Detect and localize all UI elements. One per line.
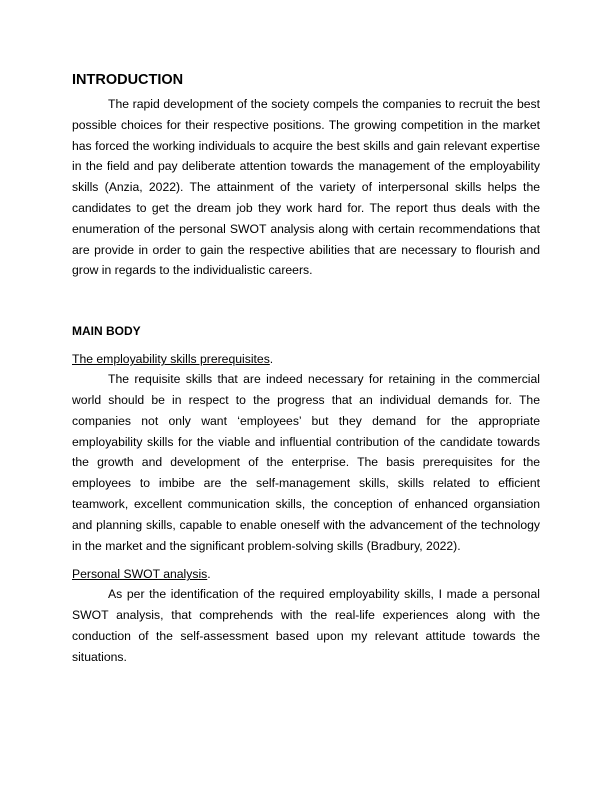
section-employability-skills-paragraph: The requisite skills that are indeed necessary for retaining in the commercial world should be in respect to the progress that an individual demands for. The companies not only want ‘employees’ but they demand for the appropriate employability skills for the viable and influential contribution of the candidate towards the growth and development of the enterprise. The basis prerequisites for the employees to imbibe are the self-management skills, skills related to efficient teamwork, excellent communication skills, the conception of enhanced organsiation and planning skills, capable to enable oneself with the advancement of the technology in the market and the significant problem-solving skills (Bradbury, 2022). [72, 372, 540, 553]
section-swot-title-suffix: . [207, 567, 211, 582]
section-employability-skills-title-text: The employability skills prerequisites [72, 352, 270, 367]
introduction-paragraph: The rapid development of the society compels the companies to recruit the best possible choices for their respective positions. The growing competition in the market has forced the working individuals to acquire the best skills and gain relevant expertise in the field and pay deliberate attention towards the management of the employability skills (Anzia, 2022). The attainment of the variety of interpersonal skills helps the candidates to get the dream job they work hard for. The report thus deals with the enumeration of the personal SWOT analysis along with certain recommendations that are provide in order to gain the respective abilities that are necessary to flourish and grow in regards to the individualistic careers. [72, 97, 540, 278]
section-employability-skills-title [72, 349, 540, 369]
section-employability-skills-title-suffix: . [269, 352, 274, 367]
introduction-heading: INTRODUCTION [72, 72, 184, 88]
section-swot-title-text: Personal SWOT analysis [72, 567, 208, 582]
page-content [72, 70, 540, 668]
main-body-heading: MAIN BODY [72, 324, 141, 339]
section-swot-title [72, 564, 540, 584]
section-swot-paragraph: As per the identification of the required employability skills, I made a personal SWOT analysis, that comprehends with the real-life experiences along with the conduction of the self-assessment based upon my relevant attitude towards the situations. [72, 587, 540, 664]
